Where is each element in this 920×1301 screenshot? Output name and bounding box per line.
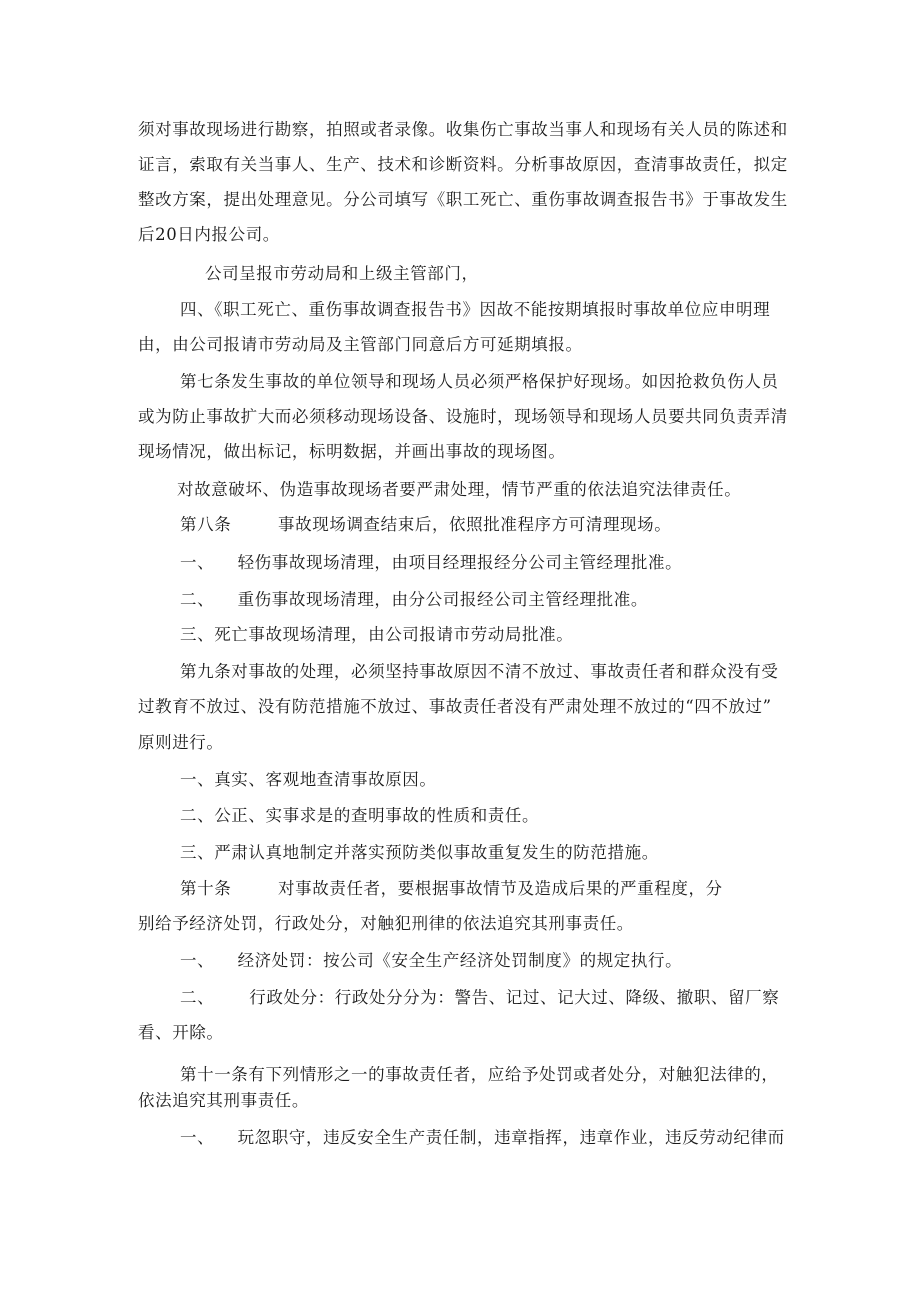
text-line: 一、真实、客观地查清事故原因。: [180, 770, 437, 789]
text-line: 二、 行政处分：行政处分分为：警告、记过、记大过、降级、撤职、留厂察: [180, 988, 780, 1007]
text-line: 现场情况，做出标记，标明数据，并画出事故的现场图。: [138, 442, 566, 461]
text-line: 第十一条有下列情形之一的事故责任者，应给予处罚或者处分，对触犯法律的，: [180, 1065, 779, 1084]
text-line: 一、 经济处罚：按公司《安全生产经济处罚制度》的规定执行。: [180, 951, 683, 970]
text-line: 由，由公司报请市劳动局及主管部门同意后方可延期填报。: [138, 335, 583, 354]
text-line: 别给予经济处罚，行政处分，对触犯刑律的依法追究其刑事责任。: [138, 914, 634, 933]
text-line: 公司呈报市劳动局和上级主管部门，: [205, 264, 479, 283]
text-line: 看、开除。: [138, 1023, 224, 1042]
text-line: 第八条 事故现场调查结束后，依照批准程序方可清理现场。: [180, 515, 672, 534]
text-line: 后20日内报公司。: [138, 225, 280, 244]
text-line: 一、 轻伤事故现场清理，由项目经理报经分公司主管经理批准。: [180, 553, 683, 572]
text-line: 依法追究其刑事责任。: [138, 1091, 309, 1110]
text-line: 原则进行。: [138, 733, 224, 752]
text-line: 第七条发生事故的单位领导和现场人员必须严格保护好现场。如因抢救负伤人员: [180, 372, 779, 391]
text-line: 三、严肃认真地制定并落实预防类似事故重复发生的防范措施。: [180, 843, 659, 862]
text-line: 对故意破坏、伪造事故现场者要严肃处理，情节严重的依法追究法律责任。: [177, 480, 742, 499]
text-line: 四、《职工死亡、重伤事故调查报告书》因故不能按期填报时事故单位应申明理: [180, 300, 771, 319]
text-line: 过教育不放过、没有防范措施不放过、事故责任者没有严肃处理不放过的“四不放过”: [138, 697, 772, 716]
text-line: 整改方案，提出处理意见。分公司填写《职工死亡、重伤事故调查报告书》于事故发生: [138, 190, 788, 209]
text-line: 第九条对事故的处理，必须坚持事故原因不清不放过、事故责任者和群众没有受: [180, 662, 779, 681]
text-line: 须对事故现场进行勘察，拍照或者录像。收集伤亡事故当事人和现场有关人员的陈述和: [138, 120, 788, 139]
text-line: 一、 玩忽职守，违反安全生产责任制，违章指挥，违章作业，违反劳动纪律而: [180, 1128, 785, 1147]
text-line: 二、公正、实事求是的查明事故的性质和责任。: [180, 806, 540, 825]
text-line: 证言，索取有关当事人、生产、技术和诊断资料。分析事故原因，查清事故责任，拟定: [138, 155, 788, 174]
text-line: 二、 重伤事故现场清理，由分公司报经公司主管经理批准。: [180, 590, 648, 609]
text-line: 或为防止事故扩大而必须移动现场设备、设施时，现场领导和现场人员要共同负责弄清: [138, 407, 788, 426]
text-line: 第十条 对事故责任者，要根据事故情节及造成后果的严重程度，分: [180, 879, 723, 898]
text-line: 三、死亡事故现场清理，由公司报请市劳动局批准。: [180, 625, 574, 644]
